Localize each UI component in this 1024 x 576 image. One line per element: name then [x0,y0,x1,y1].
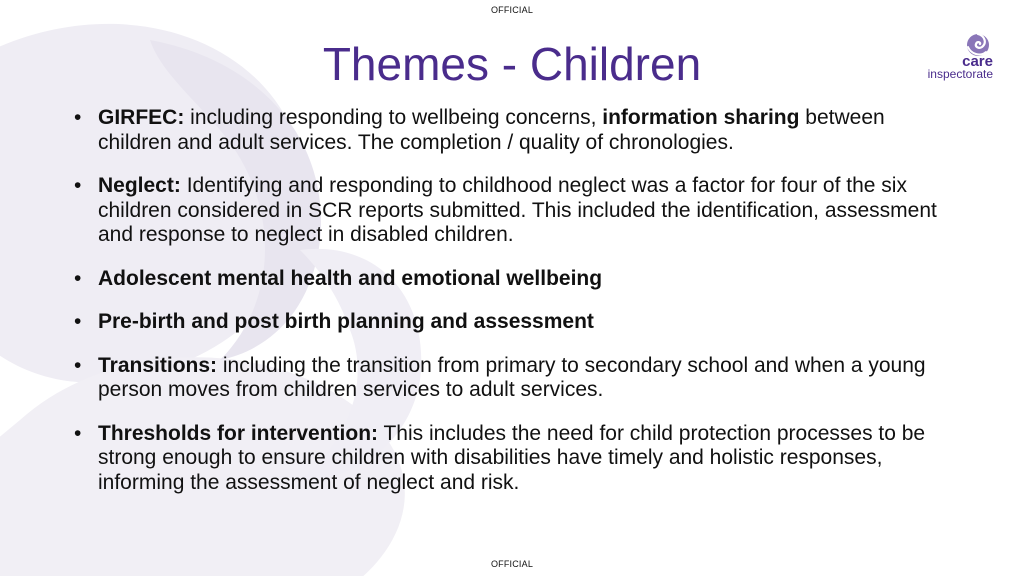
bullet-tail: between children and adult services. The completion / quality of chronologies. [98,106,885,154]
logo-word-inspectorate: inspectorate [927,67,993,81]
bullet-dot: • [74,106,82,129]
bullet-dot: • [74,266,82,290]
bullet-lead: Adolescent mental health and emotional wellbeing [98,266,603,290]
bullet-lead: GIRFEC: [98,106,185,129]
care-inspectorate-logo [908,33,998,85]
official-marking-top: OFFICIAL [490,5,534,15]
list-item-thresholds [74,422,954,496]
bullet-dot: • [74,174,82,197]
bullet-lead: Thresholds for intervention: [98,421,379,445]
themes-bullet-list [74,106,954,514]
list-item-transitions [74,354,954,403]
bullet-dot: • [74,421,82,445]
bullet-lead: Transitions: [98,353,218,377]
bullet-text: This includes the need for child protection processes to be strong enough to ensure children with disabilities have timely and holistic responses, informing the assessment of neglect and risk. [98,421,926,494]
list-item-pre-birth-planning [74,310,954,335]
bullet-text: including the transition from primary to secondary school and when a young person moves from children services to adult services. [98,353,926,401]
bullet-lead: Pre-birth and post birth planning and assessment [98,310,594,333]
official-marking-bottom: OFFICIAL [490,559,534,569]
page-title: Themes - Children [322,38,702,90]
list-item-neglect [74,174,954,248]
list-item-adolescent-mental-health [74,267,954,292]
bullet-dot: • [74,310,82,333]
bullet-text: including responding to wellbeing concerns, [184,106,603,129]
list-item-girfec [74,106,954,155]
bullet-text: Identifying and responding to childhood neglect was a factor for four of the six children considered in SCR reports submitted. This included the identification, assessment and response to neglect in disabled children. [98,174,937,246]
logo-word-care: care [962,53,993,70]
bullet-emphasis: information sharing [602,106,800,129]
bullet-dot: • [74,353,82,377]
bullet-lead: Neglect: [98,174,181,197]
